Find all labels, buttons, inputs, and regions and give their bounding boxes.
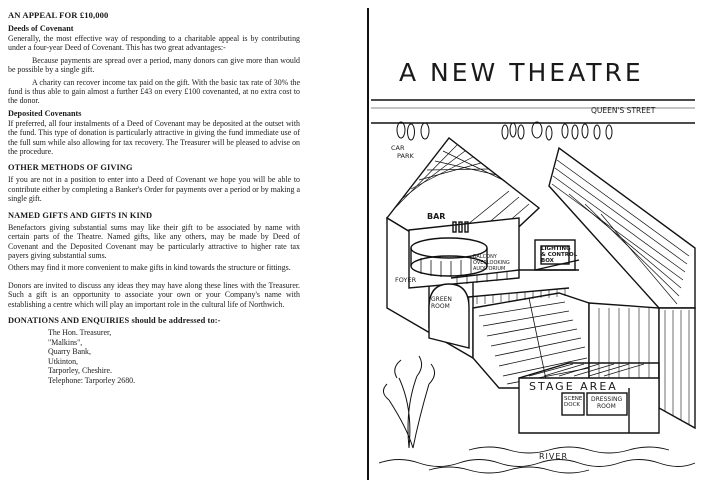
pedestrians-icon xyxy=(397,122,612,140)
river-waves xyxy=(379,447,695,473)
green-room-label: GREEN ROOM xyxy=(431,296,452,310)
appeal-heading: AN APPEAL FOR £10,000 xyxy=(8,10,109,20)
address-line: The Hon. Treasurer, xyxy=(48,327,112,337)
address-line: Utkinton, xyxy=(48,356,79,366)
balcony-label: BALCONY OVERLOOKING AUDITORIUM xyxy=(473,254,510,272)
address-line: Tarporley, Cheshire. xyxy=(48,366,113,376)
address-line: Quarry Bank, xyxy=(48,347,91,357)
advantage-2: A charity can recover income tax paid on the gift. With the basic tax rate of 30% the fund is thus able to gain almost a further £43 on every £100 covenanted, at no extra cost to the donor. xyxy=(8,77,300,106)
car-park-label: CAR PARK xyxy=(391,144,414,160)
lighting-box-label: LIGHTING & CONTROL BOX xyxy=(541,246,578,264)
deeds-paragraph: Generally, the most effective way of responding to a charitable appeal is by contributing under a four-year Deed of Covenant. This has two great advantages:- xyxy=(8,34,300,53)
dressing-room-label: DRESSING ROOM xyxy=(591,396,623,410)
named-gifts-heading: NAMED GIFTS AND GIFTS IN KIND xyxy=(8,210,153,220)
tree-icon xyxy=(383,356,434,448)
deposited-heading: Deposited Covenants xyxy=(8,108,82,118)
deeds-heading: Deeds of Covenant xyxy=(8,24,74,33)
named-gifts-paragraph-1: Benefactors giving substantial sums may like their gift to be associated by name with certain parts of the Theatre. Named gifts, like any others, may be made by Deed of Covenant and the Deposited Covenant may be particularly attractive to higher rate tax payers giving substantial sums. xyxy=(8,222,300,260)
theatre-sketch-page xyxy=(367,8,697,480)
named-gifts-paragraph-2: Others may find it more convenient to make gifts in kind towards the structure or fittings. xyxy=(8,263,291,273)
stage-area-label: STAGE AREA xyxy=(529,380,618,393)
address-line: Telephone: Tarporley 2680. xyxy=(48,375,136,385)
bar-label: BAR xyxy=(427,212,446,221)
donations-heading: DONATIONS AND ENQUIRIES should be addressed to:- xyxy=(8,315,221,325)
advantage-1: Because payments are spread over a period, many donors can give more than would be possible by a single gift. xyxy=(8,55,300,75)
appeal-column xyxy=(8,10,300,386)
deposited-paragraph: If preferred, all four instalments of a Deed of Covenant may be deposited at the outset with the fund. This type of donation is particularly attractive in giving the fund immediate use of the full sum while also allowing for tax recovery. The Treasurer will be pleased to advise on the procedure. xyxy=(8,118,300,157)
foyer-label: FOYER xyxy=(395,276,417,284)
other-methods-heading: OTHER METHODS OF GIVING xyxy=(8,163,133,173)
scene-dock-label: SCENE DOCK xyxy=(564,396,583,408)
treasurer-address xyxy=(48,328,300,386)
address-line: "Malkins", xyxy=(48,337,83,347)
sketch-title: A NEW THEATRE xyxy=(399,58,644,87)
street-label: QUEEN'S STREET xyxy=(591,106,656,115)
river-label: RIVER xyxy=(539,452,569,461)
other-methods-paragraph: If you are not in a position to enter into a Deed of Covenant we hope you will be able to contribute either by completing a Banker's Order for payments over a period or by making a single gift. xyxy=(8,175,300,204)
named-gifts-paragraph-3: Donors are invited to discuss any ideas they may have along these lines with the Treasurer. Such a gift is an opportunity to associate your own or your Company's name with establishing a centre which will play an important role in the cultural life of Northwich. xyxy=(8,280,300,309)
